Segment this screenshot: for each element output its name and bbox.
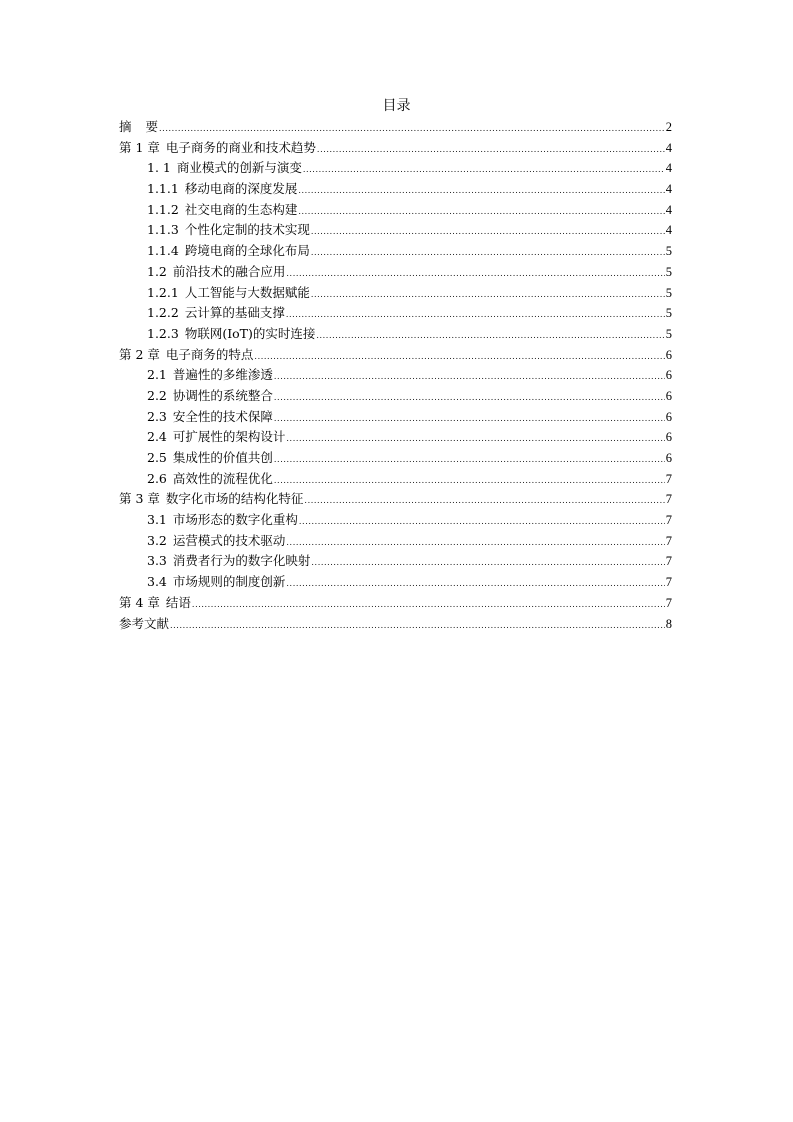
toc-entry-page: 4 [665, 161, 672, 176]
dot-leader [286, 574, 664, 594]
toc-entry[interactable] [119, 448, 672, 469]
toc-entry[interactable] [119, 303, 672, 324]
toc-entry-label [119, 614, 169, 635]
toc-entry-label [147, 365, 273, 386]
toc-entry[interactable] [119, 345, 672, 366]
toc-entry-title: 商业模式的创新与演变 [176, 160, 302, 176]
toc-entry-page: 6 [665, 388, 672, 403]
toc-entry-label [147, 220, 310, 241]
toc-entry-title: 云计算的基础支撑 [184, 305, 285, 321]
toc-entry-title: 协调性的系统整合 [172, 387, 273, 403]
toc-entry[interactable] [119, 117, 672, 138]
toc-entry-label [147, 531, 285, 552]
dot-leader [298, 181, 664, 201]
toc-entry-title: 前沿技术的融合应用 [172, 263, 286, 279]
toc-entry[interactable] [119, 262, 672, 283]
toc-entry-label [147, 572, 285, 593]
toc-entry-number: 3.3 [147, 553, 167, 569]
dot-leader [274, 409, 665, 429]
toc-entry[interactable] [119, 551, 672, 572]
dot-leader [317, 140, 665, 160]
toc-entry-number: 1.2.1 [147, 284, 179, 300]
dot-leader [311, 553, 664, 573]
toc-entry[interactable] [119, 324, 672, 345]
dot-leader [316, 326, 664, 346]
toc-entry-page: 6 [665, 451, 672, 465]
dot-leader [254, 347, 664, 367]
toc-entry-label [147, 427, 285, 448]
toc-entry-page: 5 [665, 285, 672, 300]
toc-entry[interactable] [119, 427, 672, 448]
toc-entry-number: 第 2 章 [119, 346, 160, 362]
dot-leader [274, 471, 665, 491]
toc-entry[interactable] [119, 593, 672, 614]
toc-entry[interactable] [119, 158, 672, 179]
toc-entry-page: 6 [665, 409, 672, 424]
toc-entry-label [147, 386, 273, 407]
toc-entry[interactable] [119, 386, 672, 407]
toc-entry-title: 市场形态的数字化重构 [172, 512, 298, 528]
toc-entry-label [119, 138, 316, 159]
toc-entry-number: 1.2 [147, 263, 167, 279]
toc-entry-page: 4 [665, 223, 672, 238]
dot-leader [304, 491, 664, 511]
toc-entry-title: 人工智能与大数据赋能 [184, 284, 310, 300]
dot-leader [274, 450, 665, 470]
toc-entry-title: 市场规则的制度创新 [172, 574, 286, 590]
toc-entry-number: 1.2.3 [147, 325, 179, 341]
toc-entry-number: 3.4 [147, 574, 167, 590]
toc-entry[interactable] [119, 614, 672, 635]
toc-entry-number: 2.2 [147, 387, 167, 403]
toc-entry-page: 7 [665, 554, 672, 569]
toc-entry-label [147, 551, 310, 572]
toc-entry-page: 4 [665, 202, 672, 217]
toc-entry[interactable] [119, 489, 672, 510]
toc-entry-label [147, 407, 273, 428]
toc-entry-page: 5 [665, 306, 672, 321]
toc-entry-title: 可扩展性的架构设计 [172, 429, 286, 445]
toc-entry-number: 1.1.3 [147, 222, 179, 238]
dot-leader [192, 595, 665, 615]
toc-entry-page: 7 [665, 533, 672, 548]
dot-leader [299, 512, 665, 532]
toc-entry-number: 1.1.4 [147, 243, 179, 259]
toc-entry-page: 4 [665, 182, 672, 197]
toc-entry-page: 7 [665, 575, 672, 590]
dot-leader [298, 202, 664, 222]
toc-entry[interactable] [119, 407, 672, 428]
toc-title: 目录 [382, 98, 411, 114]
toc-entry-label [119, 489, 303, 510]
toc-entry-title: 移动电商的深度发展 [184, 181, 298, 197]
dot-leader [311, 222, 665, 242]
toc-entry-number: 2.5 [147, 450, 167, 465]
dot-leader [274, 367, 665, 387]
toc-entry[interactable] [119, 510, 672, 531]
toc-entry-title: 跨境电商的全球化布局 [184, 243, 310, 259]
toc-entry-number: 2.6 [147, 470, 167, 486]
toc-entry-label [147, 303, 285, 324]
dot-leader [286, 264, 664, 284]
dot-leader [274, 388, 665, 408]
toc-entry-number: 第 3 章 [119, 491, 160, 507]
toc-entry-page: 7 [665, 471, 672, 486]
toc-entry[interactable] [119, 283, 672, 304]
toc-entry[interactable] [119, 572, 672, 593]
dot-leader [159, 119, 665, 139]
toc-entry-page: 6 [665, 347, 672, 362]
toc-entry[interactable] [119, 200, 672, 221]
toc-entry-number: 1.1.2 [147, 201, 179, 217]
toc-entry-number: 3.1 [147, 512, 167, 528]
toc-entry-number: 1.1.1 [147, 181, 179, 197]
toc-entry-title: 高效性的流程优化 [172, 470, 273, 486]
toc-entry[interactable] [119, 179, 672, 200]
toc-entry-number: 2.3 [147, 408, 167, 424]
toc-entry-title: 普遍性的多维渗透 [172, 367, 273, 383]
toc-entry-label [147, 179, 297, 200]
dot-leader [303, 160, 665, 180]
toc-entry-label [119, 593, 191, 614]
toc-entry-page: 7 [665, 492, 672, 507]
toc-entry-number: 摘 [119, 119, 132, 134]
toc-entry-title: 要 [145, 119, 159, 134]
toc-entry-label [119, 117, 158, 138]
toc-entry-label [147, 200, 297, 221]
dot-leader [311, 285, 665, 305]
toc-entry[interactable] [119, 531, 672, 552]
toc-entry-title: 物联网(IoT)的实时连接 [184, 325, 316, 341]
dot-leader [311, 243, 665, 263]
toc-entry-title: 集成性的价值共创 [172, 450, 273, 465]
toc-entry[interactable] [119, 365, 672, 386]
toc-entry-label [147, 324, 315, 345]
toc-entry-page: 5 [665, 244, 672, 259]
toc-entry[interactable] [119, 469, 672, 490]
toc-entry-page: 5 [665, 326, 672, 341]
toc-entry-page: 4 [665, 140, 672, 155]
toc-entry-title: 安全性的技术保障 [172, 408, 273, 424]
dot-leader [170, 616, 665, 636]
toc-entry-page: 7 [665, 513, 672, 528]
toc-entry-page: 5 [665, 264, 672, 279]
toc-entry-title: 社交电商的生态构建 [184, 201, 298, 217]
toc-entry-label [147, 241, 310, 262]
toc-entry-title: 个性化定制的技术实现 [184, 222, 310, 238]
toc-entry-number: 1.2.2 [147, 305, 179, 321]
toc-entry[interactable] [119, 220, 672, 241]
toc-list [119, 117, 672, 634]
toc-entry-title: 参考文献 [119, 615, 170, 631]
toc-entry-label [147, 469, 273, 490]
dot-leader [286, 305, 665, 325]
toc-entry-number: 1. 1 [147, 160, 171, 176]
toc-entry-page: 7 [665, 595, 672, 610]
toc-entry-page: 6 [665, 430, 672, 445]
toc-entry-number: 第 4 章 [119, 594, 160, 610]
toc-entry-number: 2.1 [147, 367, 167, 383]
toc-entry-title: 电子商务的特点 [165, 346, 254, 362]
toc-entry-title: 数字化市场的结构化特征 [165, 491, 304, 507]
dot-leader [286, 533, 664, 553]
toc-entry-page: 2 [665, 120, 672, 134]
toc-entry-number: 2.4 [147, 429, 167, 445]
toc-entry-title: 电子商务的商业和技术趋势 [165, 139, 316, 155]
toc-entry-title: 运营模式的技术驱动 [172, 532, 286, 548]
toc-entry-page: 6 [665, 368, 672, 383]
toc-entry-title: 消费者行为的数字化映射 [172, 553, 311, 569]
toc-entry[interactable] [119, 138, 672, 159]
toc-entry-number: 3.2 [147, 532, 167, 548]
toc-entry[interactable] [119, 241, 672, 262]
toc-entry-label [147, 510, 298, 531]
toc-entry-page: 8 [665, 616, 672, 631]
toc-entry-number: 第 1 章 [119, 139, 160, 155]
toc-entry-label [147, 158, 302, 179]
toc-entry-label [147, 262, 285, 283]
toc-entry-title: 结语 [165, 594, 191, 610]
toc-entry-label [147, 283, 310, 304]
toc-entry-label [119, 345, 253, 366]
dot-leader [286, 429, 664, 449]
toc-entry-label [147, 448, 273, 469]
